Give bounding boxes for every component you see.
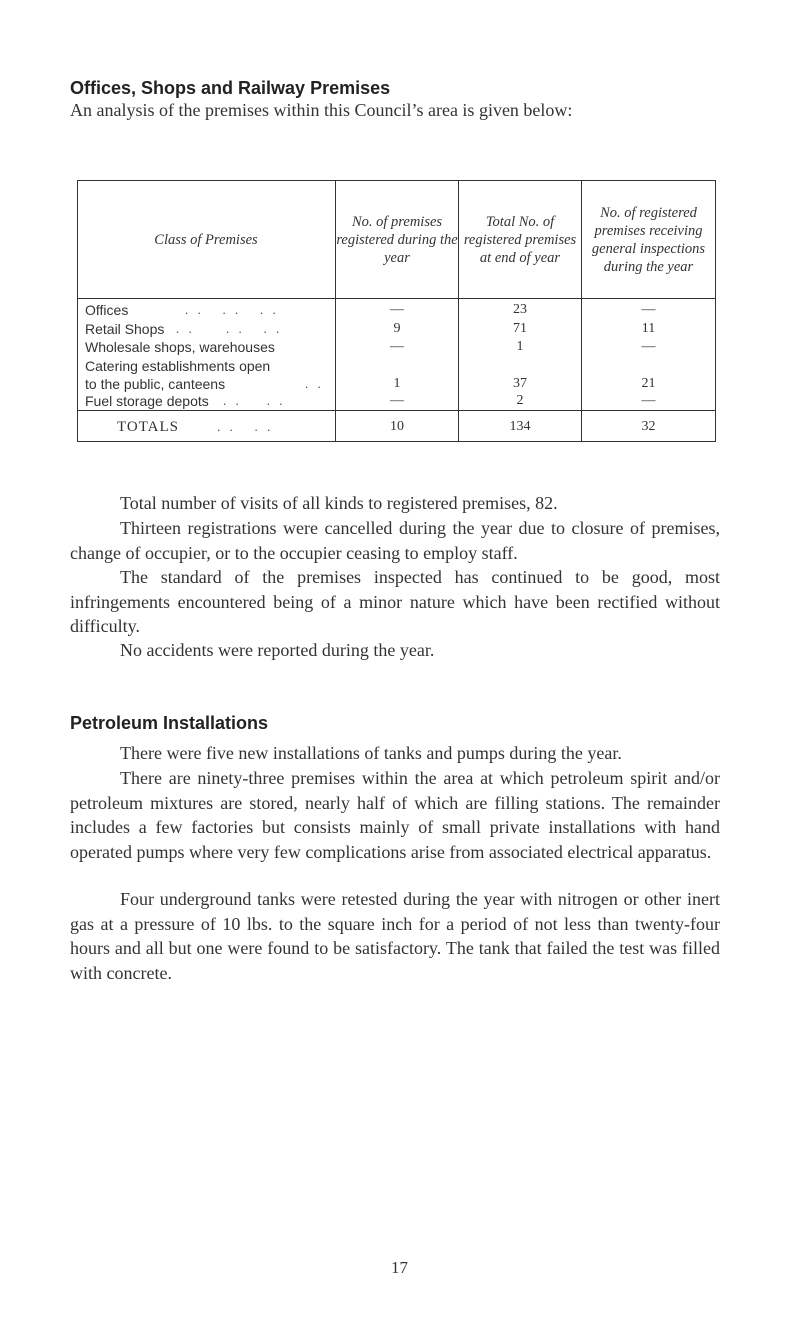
offices-intro: An analysis of the premises within this Council’s area is given below:	[70, 100, 573, 120]
row-fuel-total: 2	[516, 393, 524, 408]
row-retail-class: Retail Shops	[85, 321, 165, 337]
row-catering-inspections: 21	[641, 376, 656, 391]
header-total-registered: Total No. of registered premises at end of year	[463, 213, 577, 266]
row-wholesale-registered: —	[390, 339, 404, 354]
leader-dots: . . . . . .	[185, 302, 279, 317]
petroleum-heading: Petroleum Installations	[70, 713, 269, 733]
table-totals-rule	[77, 410, 715, 411]
row-wholesale-total: 1	[516, 339, 524, 354]
offices-paragraph: No accidents were reported during the year.	[120, 640, 435, 660]
row-catering-class-cont: to the public, canteens	[85, 376, 226, 392]
row-catering-total: 37	[513, 376, 527, 391]
leader-dots: . . . . . .	[176, 321, 283, 336]
petroleum-paragraph: There are ninety-three premises within the area at which petroleum spirit and/or petroleum mixtures are stored, nearly half of which are filling stations. The remainder includes a few factories but consists mainly of small private installations with hand operated pumps where very few complications arise from associated electrical apparatus.	[70, 768, 720, 862]
offices-paragraph: The standard of the premises inspected has continued to be good, most infringements encountered being of a minor nature which have been rectified without difficulty.	[70, 567, 720, 636]
totals-label: TOTALS	[117, 419, 180, 435]
leader-dots: . . . .	[217, 419, 274, 434]
offices-paragraph: Thirteen registrations were cancelled during the year due to closure of premises, change of occupier, or to the occupier ceasing to employ staff.	[70, 518, 720, 563]
header-registered-during: No. of premises registered during the year	[336, 213, 458, 266]
page-number: 17	[391, 1258, 408, 1277]
row-retail-inspections: 11	[641, 321, 656, 336]
row-retail-registered: 9	[393, 321, 401, 336]
offices-paragraph: Total number of visits of all kinds to registered premises, 82.	[120, 493, 558, 513]
row-wholesale-class: Wholesale shops, warehouses	[85, 339, 275, 355]
premises-table	[77, 180, 716, 442]
row-fuel-class: Fuel storage depots	[85, 393, 209, 409]
header-inspections: No. of registered premises receiving general inspections during the year	[591, 204, 706, 275]
row-offices-inspections: —	[641, 302, 656, 317]
row-fuel-registered: —	[390, 393, 404, 408]
row-retail-total: 71	[513, 321, 527, 336]
row-catering-registered: 1	[393, 376, 401, 391]
row-catering-class: Catering establishments open	[85, 358, 271, 374]
leader-dots: . . . .	[223, 393, 286, 408]
row-offices-class: Offices	[85, 302, 129, 318]
leader-dots: . .	[305, 376, 324, 391]
totals-registered: 10	[390, 419, 404, 434]
totals-total: 134	[509, 419, 531, 434]
table-header-rule	[77, 298, 715, 299]
totals-inspections: 32	[641, 419, 656, 434]
petroleum-paragraph: There were five new installations of tanks and pumps during the year.	[120, 743, 622, 763]
row-offices-registered: —	[390, 302, 404, 317]
offices-heading: Offices, Shops and Railway Premises	[70, 78, 391, 98]
petroleum-paragraph: Four underground tanks were retested during the year with nitrogen or other inert gas at a pressure of 10 lbs. to the square inch for a period of not less than twenty-four hours and all but one were found to be satisfactory. The tank that failed the test was filled with concrete.	[70, 889, 720, 983]
header-class: Class of Premises	[154, 231, 258, 248]
row-wholesale-inspections: —	[641, 339, 656, 354]
row-offices-total: 23	[513, 302, 527, 317]
row-fuel-inspections: —	[641, 393, 656, 408]
